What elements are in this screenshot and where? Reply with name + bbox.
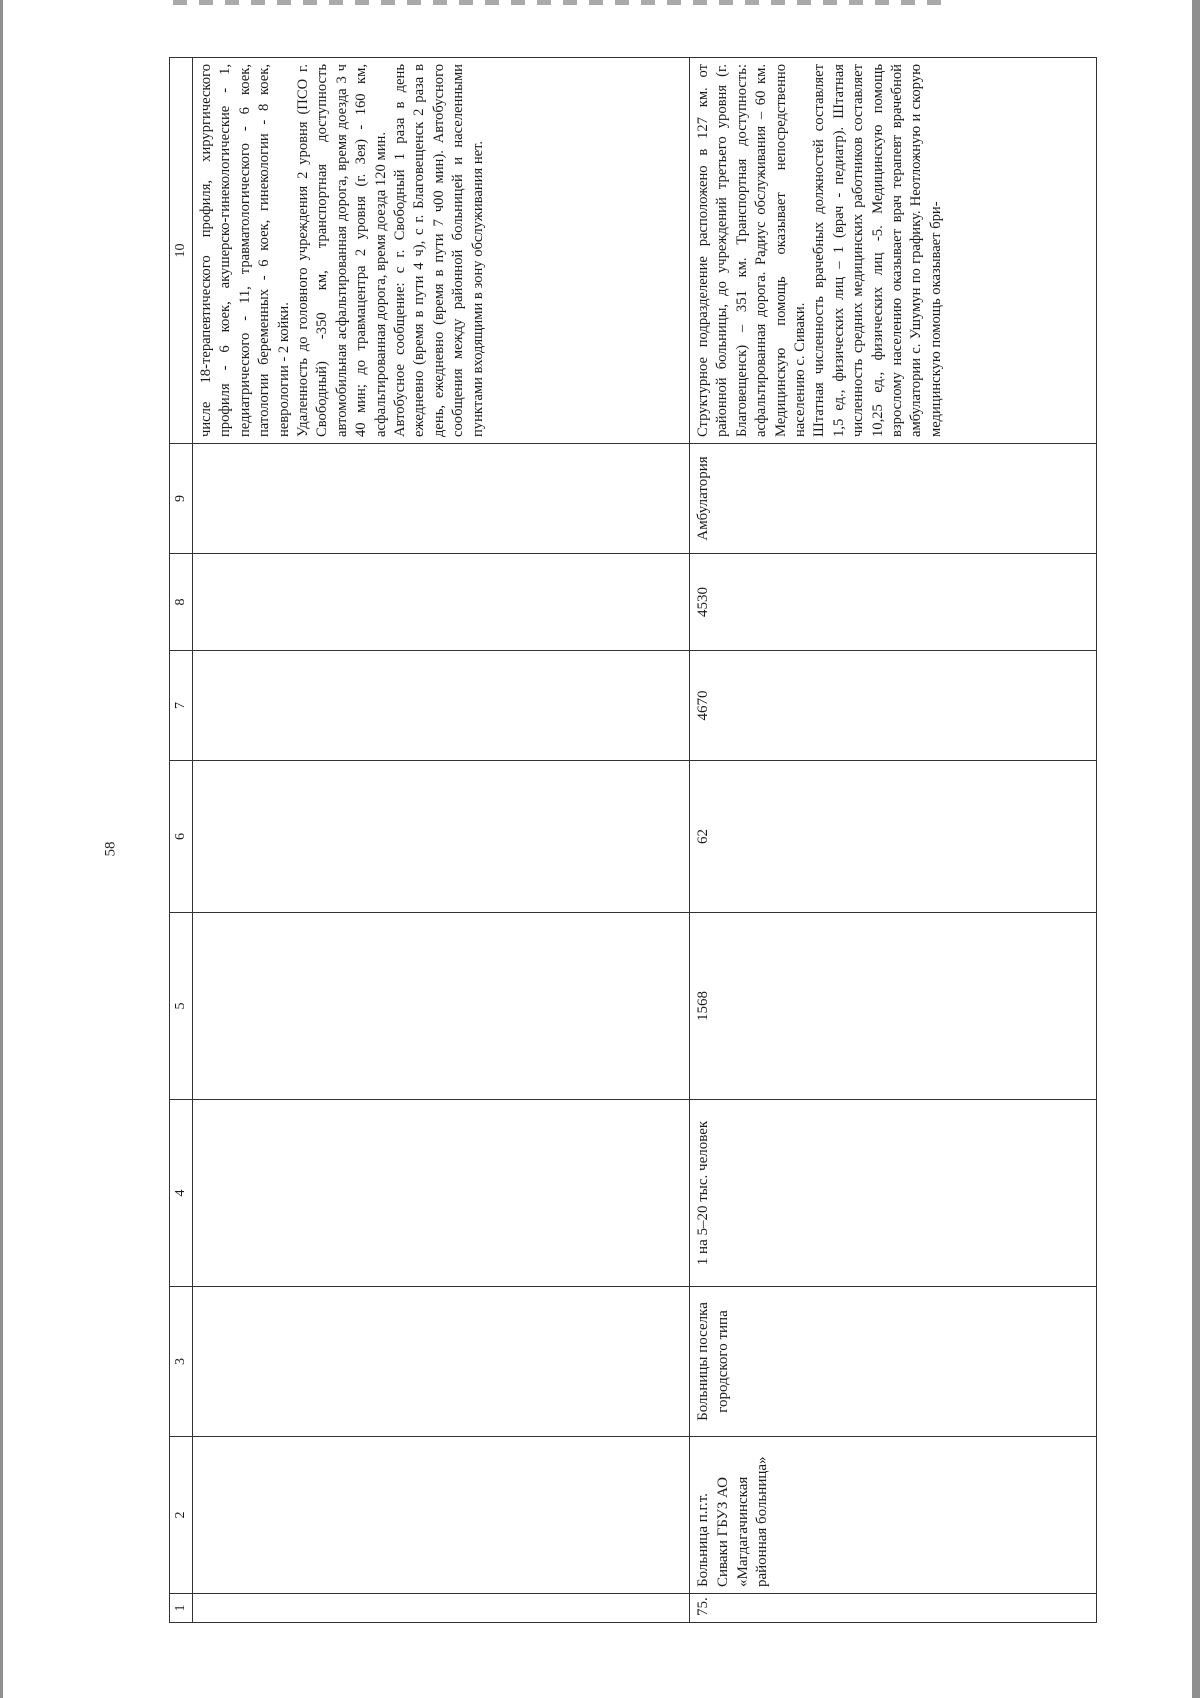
- empty-cell: [193, 444, 690, 554]
- empty-cell: [193, 913, 690, 1100]
- document-page: [3, 0, 1192, 1698]
- empty-cell: [193, 761, 690, 913]
- coverage-norm: 1 на 5–20 тыс. человек: [690, 1100, 1097, 1287]
- column-number: 4: [170, 1100, 193, 1287]
- column-number: 9: [170, 444, 193, 554]
- table-row-75: [690, 58, 1097, 1623]
- cell-col9: Амбулатория: [690, 444, 1097, 554]
- description-cell: [690, 58, 1097, 444]
- empty-cell: [193, 1287, 690, 1437]
- column-number: 1: [170, 1594, 193, 1623]
- facility-name: Больница п.г.т. Сиваки ГБУЗ АО «Магдагачинская районная больница»: [690, 1437, 1097, 1594]
- page-number: 58: [102, 841, 119, 857]
- table-row-continued: [193, 58, 690, 1623]
- cell-col5: 1568: [690, 913, 1097, 1100]
- cell-col8: 4530: [690, 554, 1097, 651]
- description-paragraph: Удаленность до головного учреждения 2 уровня (ПСО г. Свободный) -350 км, транспортная доступность автомобильная асфальтированная дорога, время доезда 3 ч 40 мин; до травмацентра 2 уровня (г. Зея) - 160 км, асфальтированная дорога, время доезда 120 мин.: [295, 64, 389, 437]
- description-paragraph: Структурное подразделение расположено в 127 км. от районной больницы, до учреждений третьего уровня (г. Благовещенск) – 351 км. Транспортная доступность: асфальтированная дорога. Радиус обслуживания – 60 км. Медицинскую помощь оказывает непосредственно населению с. Сиваки.: [695, 64, 809, 437]
- description-paragraph: Штатная численность врачебных должностей составляет 1,5 ед., физических лиц – 1 (врач - педиатр). Штатная численность средних медицинских работников составляет 10,25 ед., физических лиц -5. Медицинскую помощь взрослому населению оказывает врач терапевт врачебной амбулатории с. Ушумун по графику. Неотложную и скорую медицинскую помощь оказывает бри-: [811, 64, 944, 437]
- column-number: 5: [170, 913, 193, 1100]
- row-number: 75.: [690, 1594, 1097, 1623]
- column-number-row: [170, 58, 193, 1623]
- description-paragraph: Автобусное сообщение: с г. Свободный 1 раза в день ежедневно (время в пути 4 ч), с г. Благовещенск 2 раза в день, ежедневно (время в пути 7 ч00 мин). Автобусного сообщения между районной больницей и населенными пунктами входящими в зону обслуживания нет.: [392, 64, 486, 437]
- empty-cell: [193, 1594, 690, 1623]
- empty-cell: [193, 1437, 690, 1594]
- cell-col6: 62: [690, 761, 1097, 913]
- facility-type: Больницы поселка городского типа: [690, 1287, 1097, 1437]
- column-number: 6: [170, 761, 193, 913]
- empty-cell: [193, 554, 690, 651]
- scan-artifact: [173, 0, 953, 5]
- rotated-table-sheet: [169, 58, 1083, 1623]
- empty-cell: [193, 651, 690, 761]
- column-number: 3: [170, 1287, 193, 1437]
- cell-col7: 4670: [690, 651, 1097, 761]
- column-number: 8: [170, 554, 193, 651]
- column-number: 2: [170, 1437, 193, 1594]
- description-paragraph: числе 18-терапевтического профиля, хирургического профиля - 6 коек, акушерско-гинекологические - 1, педиатрического - 11, травматологического - 6 коек, патологии беременных - 6 коек, гинекологии - 8 коек, неврологии - 2 койки.: [198, 64, 292, 437]
- facilities-table: [169, 57, 1097, 1623]
- empty-cell: [193, 1100, 690, 1287]
- column-number: 7: [170, 651, 193, 761]
- column-number: 10: [170, 58, 193, 444]
- description-cell: [193, 58, 690, 444]
